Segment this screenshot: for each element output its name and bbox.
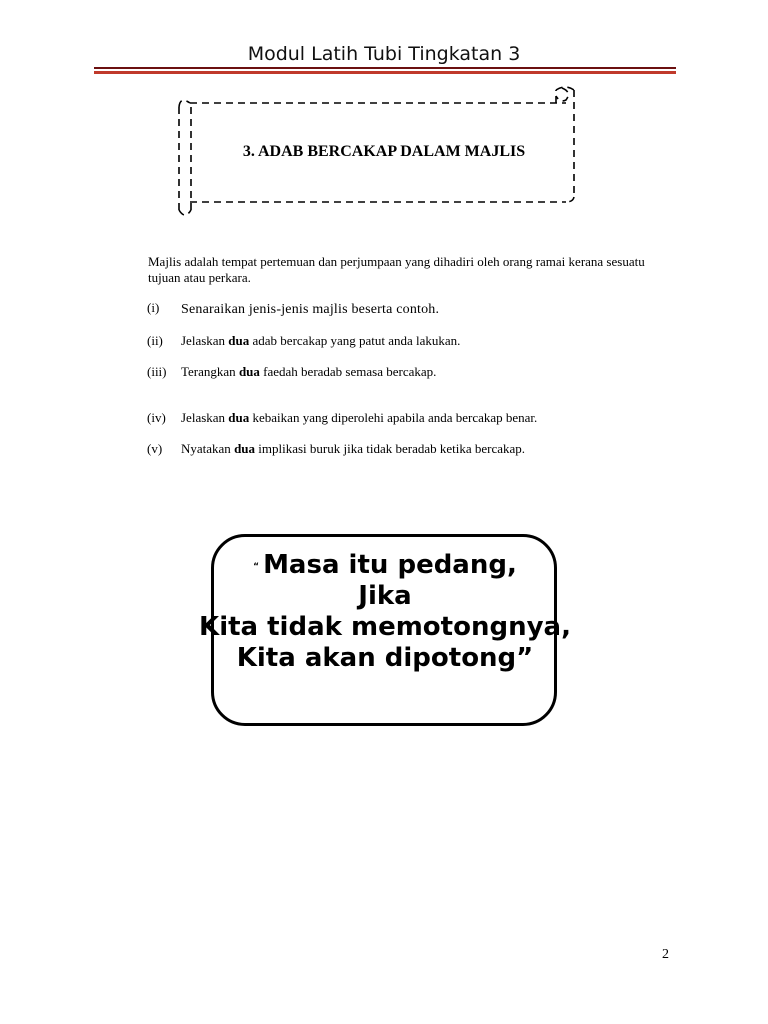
question-number: (iii)	[147, 364, 167, 379]
header-rule-red	[94, 71, 676, 74]
quote-line: “ Masa itu pedang,	[253, 550, 517, 580]
intro-paragraph: Majlis adalah tempat pertemuan dan perjumpaan yang dihadiri oleh orang ramai kerana sesuatu tujuan atau perkara.	[148, 254, 645, 285]
quote-open-mark: “	[253, 562, 260, 572]
quote-line: Jika	[358, 581, 412, 611]
question-text: Terangkan dua faedah beradab semasa bercakap.	[181, 364, 437, 379]
question-text: Jelaskan dua kebaikan yang diperolehi apabila anda bercakap benar.	[181, 410, 538, 425]
quote-line: Kita akan dipotong”	[236, 643, 534, 673]
quote-text	[160, 550, 610, 674]
header-rule-dark	[94, 67, 676, 69]
question-number: (iv)	[147, 410, 166, 425]
question-text: Nyatakan dua implikasi buruk jika tidak beradab ketika bercakap.	[181, 441, 526, 456]
question-number: (ii)	[147, 333, 163, 348]
question-text: Senaraikan jenis-jenis majlis beserta contoh.	[181, 302, 440, 317]
section-title: 3. ADAB BERCAKAP DALAM MAJLIS	[242, 143, 526, 160]
header-title: Modul Latih Tubi Tingkatan 3	[247, 43, 521, 65]
question-text: Jelaskan dua adab bercakap yang patut anda lakukan.	[181, 333, 461, 348]
question-number: (i)	[147, 300, 160, 315]
page-number: 2	[662, 947, 669, 962]
question-number: (v)	[147, 441, 163, 456]
quote-line: Kita tidak memotongnya,	[199, 612, 571, 642]
